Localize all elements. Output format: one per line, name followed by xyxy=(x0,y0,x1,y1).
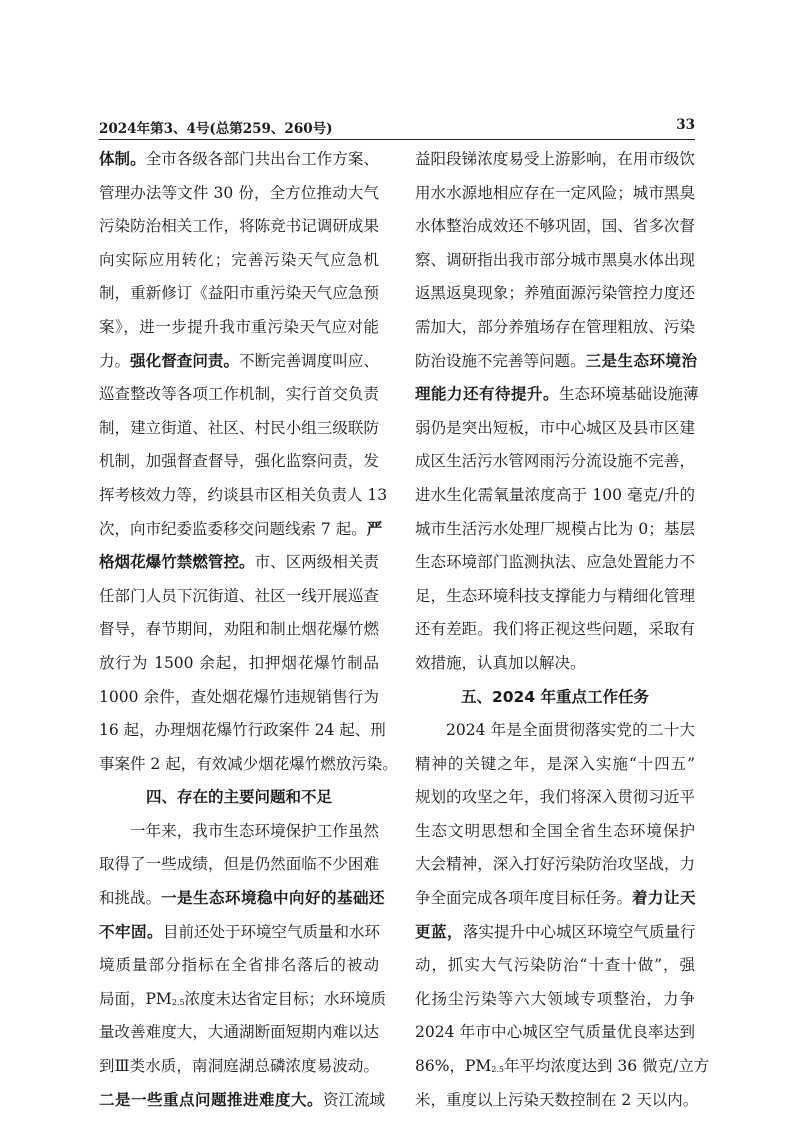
paragraph-line: 放行为 1500 余起，扣押烟花爆竹制品 xyxy=(99,653,379,672)
paragraph-line: 成区生活污水管网雨污分流设施不完善， xyxy=(415,452,695,471)
paragraph-line: 一年来，我市生态环境保护工作虽然 xyxy=(130,821,379,840)
paragraph-line: 效措施，认真加以解决。 xyxy=(415,653,586,672)
paragraph-line: 大会精神，深入打好污染防治攻坚战，力 xyxy=(415,855,695,874)
paragraph-line: 用水水源地相应存在一定风险；城市黑臭 xyxy=(415,183,695,202)
paragraph-line: 返黑返臭现象；养殖面源污染管控力度还 xyxy=(415,284,695,303)
paragraph-line: 水体整治成效还不够巩固，国、省多次督 xyxy=(415,217,695,236)
paragraph-line: 察、调研指出我市部分城市黑臭水体出现 xyxy=(415,250,695,269)
right-column xyxy=(415,143,710,1117)
paragraph-line: 取得了一些成绩，但是仍然面临不少困难 xyxy=(99,855,379,874)
paragraph-line: 米，重度以上污染天数控制在 2 天以内。 xyxy=(415,1090,699,1109)
paragraph-line: 到Ⅲ类水质，南洞庭湖总磷浓度易波动。 xyxy=(99,1057,379,1076)
paragraph-line: 量改善难度大，大通湖断面短期内难以达 xyxy=(99,1023,379,1042)
running-header xyxy=(99,117,695,139)
page-number: 33 xyxy=(676,117,695,133)
paragraph-line: 足，生态环境科技支撑能力与精细化管理 xyxy=(415,586,695,605)
paragraph-line: 机制，加强督查督导，强化监察问责，发 xyxy=(99,452,379,471)
paragraph-line: 防治设施不完善等问题。三是生态环境治 xyxy=(415,351,698,370)
paragraph-line: 16 起，办理烟花爆竹行政案件 24 起、刑 xyxy=(99,721,386,740)
paragraph-line: 86%，$PM_{2.5}$年平均浓度达到 36 微克/立方 xyxy=(415,1057,710,1076)
issue-label: 2024年第3、4号(总第259、260号) xyxy=(99,121,333,137)
paragraph-line: 局面，$PM_{2.5}$浓度未达省定目标；水环境质 xyxy=(99,989,387,1008)
paragraph-line: 生态环境部门监测执法、应急处置能力不 xyxy=(415,553,695,572)
paragraph-line: 境质量部分指标在全省排名落后的被动 xyxy=(99,956,379,975)
paragraph-line: 1000 余件，查处烟花爆竹违规销售行为 xyxy=(99,687,379,706)
paragraph-line: 争全面完成各项年度目标任务。着力让天 xyxy=(415,889,697,908)
left-column xyxy=(99,143,398,1117)
paragraph-line: 需加大，部分养殖场存在管理粗放、污染 xyxy=(415,317,695,336)
section-heading-4: 四、存在的主要问题和不足 xyxy=(145,788,332,807)
paragraph-line: 力。强化督查问责。不断完善调度叫应、 xyxy=(99,351,379,370)
paragraph-line: 和挑战。一是生态环境稳中向好的基础还 xyxy=(99,889,386,908)
paragraph-line: 制，建立街道、社区、村民小组三级联防 xyxy=(99,418,379,437)
paragraph-line: 格烟花爆竹禁燃管控。市、区两级相关责 xyxy=(99,553,379,572)
paragraph-line: 二是一些重点问题推进难度大。资江流域 xyxy=(99,1090,386,1109)
paragraph-line: 任部门人员下沉街道、社区一线开展巡查 xyxy=(99,586,379,605)
paragraph-line: 污染防治相关工作，将陈竞书记调研成果 xyxy=(99,217,379,236)
paragraph-line: 理能力还有待提升。生态环境基础设施薄 xyxy=(415,385,699,404)
paragraph-line: 化扬尘污染等六大领域专项整治，力争 xyxy=(415,989,695,1008)
paragraph-line: 不牢固。目前还处于环境空气质量和水环 xyxy=(99,922,381,941)
paragraph-line: 还有差距。我们将正视这些问题，采取有 xyxy=(415,620,695,639)
paragraph-line: 生态文明思想和全国全省生态环境保护 xyxy=(415,821,695,840)
paragraph-line: 2024 年是全面贯彻落实党的二十大 xyxy=(446,721,695,740)
paragraph-line: 巡查整改等各项工作机制，实行首交负责 xyxy=(99,385,379,404)
paragraph-line: 进水生化需氧量浓度高于 100 毫克/升的 xyxy=(415,485,695,504)
paragraph-line: 案》，进一步提升我市重污染天气应对能 xyxy=(99,317,379,336)
paragraph-line: 城市生活污水处理厂规模占比为 0；基层 xyxy=(415,519,695,538)
paragraph-line: 事案件 2 起，有效减少烟花爆竹燃放污染。 xyxy=(99,754,398,773)
paragraph-line: 督导，春节期间，劝阻和制止烟花爆竹燃 xyxy=(99,620,379,639)
paragraph-line: 益阳段锑浓度易受上游影响，在用市级饮 xyxy=(415,150,695,168)
paragraph-line: 向实际应用转化；完善污染天气应急机 xyxy=(99,250,379,269)
header-rule xyxy=(99,139,695,140)
paragraph-line: 规划的攻坚之年，我们将深入贯彻习近平 xyxy=(415,788,695,807)
paragraph-line: 动，抓实大气污染防治“十查十做”，强 xyxy=(415,956,695,975)
paragraph-line: 制，重新修订《益阳市重污染天气应急预 xyxy=(99,284,379,303)
paragraph-line: 弱仍是突出短板，市中心城区及县市区建 xyxy=(415,418,695,437)
section-heading-5: 五、2024 年重点工作任务 xyxy=(460,687,650,706)
paragraph-line: 管理办法等文件 30 份，全方位推动大气 xyxy=(99,183,379,202)
paragraph-line: 挥考核效力等，约谈县市区相关负责人 13 xyxy=(99,485,388,504)
paragraph-line: 2024 年市中心城区空气质量优良率达到 xyxy=(415,1023,695,1042)
paragraph-line: 次，向市纪委监委移交问题线索 7 起。严 xyxy=(99,519,383,538)
paragraph-line: 体制。全市各级各部门共出台工作方案、 xyxy=(99,150,379,168)
paragraph-line: 更蓝，落实提升中心城区环境空气质量行 xyxy=(415,922,696,941)
paragraph-line: 精神的关键之年，是深入实施“十四五” xyxy=(415,754,695,773)
